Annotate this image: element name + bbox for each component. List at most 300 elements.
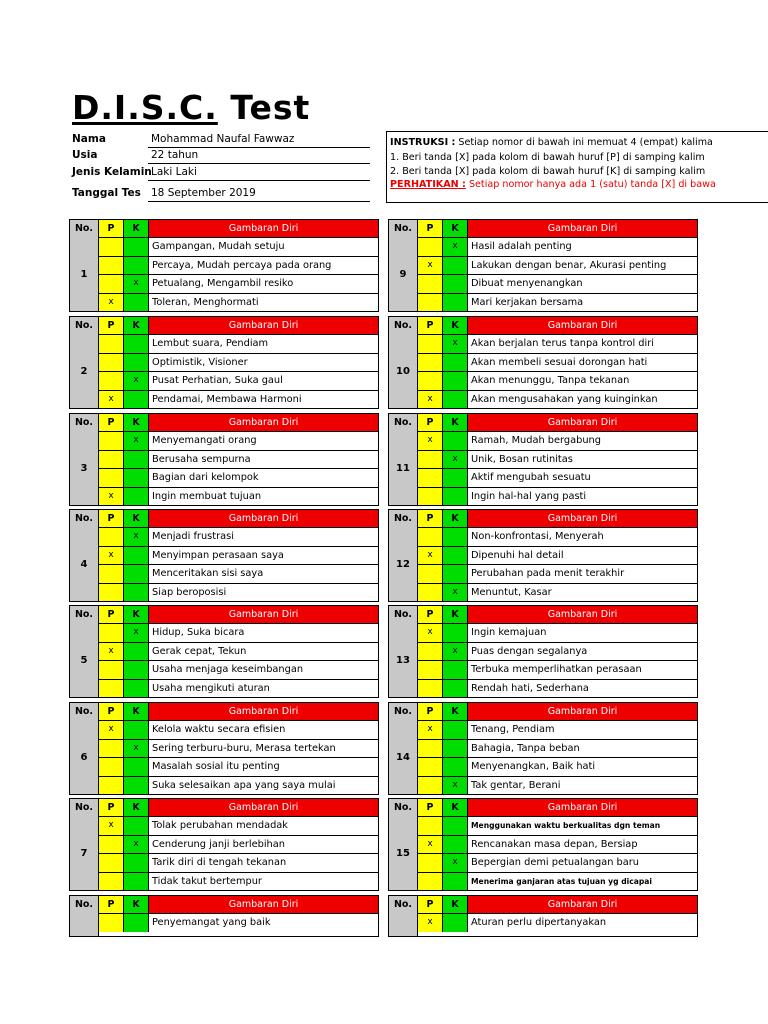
k-checkbox-cell[interactable] (124, 335, 149, 353)
statement-text: Menyenangkan, Baik hati (471, 761, 596, 772)
p-checkbox-cell[interactable] (418, 817, 443, 835)
header-gambaran-diri: Gambaran Diri (149, 896, 378, 913)
question-number: 6 (70, 720, 99, 794)
header-no: No. (70, 896, 99, 913)
k-checkbox-cell[interactable] (124, 643, 149, 661)
statement-text: Unik, Bosan rutinitas (471, 453, 573, 465)
k-checkbox-cell[interactable] (443, 740, 468, 758)
header-no: No. (389, 799, 418, 816)
k-checkbox-cell[interactable] (443, 817, 468, 835)
question-number: 3 (70, 431, 99, 505)
table-header (70, 896, 378, 913)
p-checkbox-cell[interactable]: x (99, 547, 124, 565)
k-checkbox-cell[interactable] (443, 758, 468, 776)
statement-text: Sering terburu-buru, Merasa tertekan (152, 742, 336, 754)
k-checkbox-cell[interactable] (124, 777, 149, 795)
p-checkbox-cell[interactable]: x (418, 624, 443, 642)
question-number: 10 (389, 334, 418, 408)
k-checkbox-cell[interactable] (443, 488, 468, 506)
statement-text: Rendah hati, Sederhana (471, 682, 589, 694)
statement-text: Menyemangati orang (152, 435, 257, 446)
statement-row (418, 353, 697, 372)
p-checkbox-cell[interactable] (418, 740, 443, 758)
k-checkbox-cell[interactable]: x (443, 584, 468, 602)
header-gambaran-diri: Gambaran Diri (149, 220, 378, 237)
k-checkbox-cell[interactable] (443, 873, 468, 891)
header-p: P (99, 220, 124, 237)
header-k: K (443, 606, 468, 623)
p-checkbox-cell[interactable] (99, 584, 124, 602)
statement-text: Ingin hal-hal yang pasti (471, 490, 587, 502)
header-gambaran-diri: Gambaran Diri (149, 799, 378, 816)
statement-row (418, 274, 697, 293)
p-checkbox-cell[interactable] (99, 624, 124, 642)
statement-row (99, 660, 378, 679)
question-number: 2 (70, 334, 99, 408)
statement-text: Tidak takut bertempur (152, 875, 262, 887)
statement-text: Gampangan, Mudah setuju (152, 241, 285, 252)
instructions-line-1: 1. Beri tanda [X] pada kolom di bawah huruf [P] di samping kalim (390, 152, 705, 163)
question-group (69, 219, 379, 312)
header-gambaran-diri: Gambaran Diri (149, 703, 378, 720)
statement-text: Aktif mengubah sesuatu (471, 472, 591, 483)
k-checkbox-cell[interactable] (443, 836, 468, 854)
table-header (389, 703, 697, 720)
header-gambaran-diri: Gambaran Diri (149, 606, 378, 623)
p-checkbox-cell[interactable] (418, 469, 443, 487)
table-header (70, 510, 378, 527)
k-checkbox-cell[interactable] (443, 661, 468, 679)
header-k: K (124, 606, 149, 623)
title-disc: D.I.S.C. (72, 88, 218, 127)
k-checkbox-cell[interactable] (443, 528, 468, 546)
statement-row (418, 835, 697, 854)
k-checkbox-cell[interactable] (443, 391, 468, 409)
statement-row (99, 274, 378, 293)
warning-label: PERHATIKAN : (390, 179, 466, 190)
statement-row (418, 237, 697, 256)
k-checkbox-cell[interactable] (443, 372, 468, 390)
p-checkbox-cell[interactable] (99, 275, 124, 293)
header-p: P (418, 799, 443, 816)
p-checkbox-cell[interactable] (99, 469, 124, 487)
header-k: K (124, 414, 149, 431)
p-checkbox-cell[interactable]: x (418, 391, 443, 409)
statement-text: Perubahan pada menit terakhir (471, 568, 625, 579)
info-label-tanggal-tes: Tanggal Tes (72, 187, 141, 199)
statement-text: Menerima ganjaran atas tujuan yg dicapai (471, 876, 653, 886)
header-p: P (418, 220, 443, 237)
k-checkbox-cell[interactable] (124, 391, 149, 409)
p-checkbox-cell[interactable] (99, 354, 124, 372)
statement-text: Menceritakan sisi saya (152, 568, 264, 579)
statement-text: Siap beroposisi (152, 586, 227, 598)
p-checkbox-cell[interactable] (99, 740, 124, 758)
k-checkbox-cell[interactable]: x (124, 624, 149, 642)
statement-text: Rencanakan masa depan, Bersiap (471, 838, 638, 850)
statement-row (99, 623, 378, 642)
header-p: P (99, 896, 124, 913)
header-p: P (99, 317, 124, 334)
k-checkbox-cell[interactable]: x (443, 777, 468, 795)
statement-row (99, 872, 378, 891)
header-no: No. (70, 703, 99, 720)
p-checkbox-cell[interactable]: x (99, 817, 124, 835)
k-checkbox-cell[interactable] (124, 817, 149, 835)
statement-text: Akan berjalan terus tanpa kontrol diri (471, 338, 654, 349)
k-checkbox-cell[interactable] (443, 354, 468, 372)
info-row-tanggal-tes (72, 184, 370, 202)
statement-text: Bagian dari kelompok (152, 472, 259, 483)
question-group (388, 316, 698, 409)
header-k: K (124, 317, 149, 334)
p-checkbox-cell[interactable] (99, 238, 124, 256)
statement-text: Akan mengusahakan yang kuinginkan (471, 393, 658, 405)
k-checkbox-cell[interactable] (124, 584, 149, 602)
k-checkbox-cell[interactable] (124, 758, 149, 776)
info-row-usia (72, 146, 370, 164)
statement-row (418, 468, 697, 487)
k-checkbox-cell[interactable] (124, 721, 149, 739)
statement-row (99, 564, 378, 583)
header-gambaran-diri: Gambaran Diri (468, 896, 697, 913)
statement-text: Pusat Perhatian, Suka gaul (152, 375, 283, 386)
statement-row (418, 913, 697, 932)
k-checkbox-cell[interactable] (124, 914, 149, 932)
statement-text: Mari kerjakan bersama (471, 296, 584, 308)
info-value-nama: Mohammad Naufal Fawwaz (148, 133, 370, 148)
question-number: 9 (389, 237, 418, 311)
question-group (388, 702, 698, 795)
question-number: 15 (389, 816, 418, 890)
statement-text: Puas dengan segalanya (471, 645, 588, 657)
statement-text: Masalah sosial itu penting (152, 761, 280, 772)
p-checkbox-cell[interactable] (418, 584, 443, 602)
statement-row (418, 583, 697, 602)
header-p: P (418, 606, 443, 623)
statement-text: Penyemangat yang baik (152, 917, 271, 928)
p-checkbox-cell[interactable]: x (418, 547, 443, 565)
k-checkbox-cell[interactable]: x (124, 836, 149, 854)
p-checkbox-cell[interactable]: x (99, 643, 124, 661)
k-checkbox-cell[interactable] (443, 294, 468, 312)
p-checkbox-cell[interactable] (99, 528, 124, 546)
question-number: 11 (389, 431, 418, 505)
question-number: 14 (389, 720, 418, 794)
p-checkbox-cell[interactable] (99, 661, 124, 679)
p-checkbox-cell[interactable] (418, 335, 443, 353)
question-number: 13 (389, 623, 418, 697)
header-k: K (124, 220, 149, 237)
header-gambaran-diri: Gambaran Diri (468, 606, 697, 623)
statement-text: Percaya, Mudah percaya pada orang (152, 259, 332, 271)
p-checkbox-cell[interactable]: x (99, 721, 124, 739)
statement-row (418, 546, 697, 565)
k-checkbox-cell[interactable] (443, 721, 468, 739)
table-header (389, 606, 697, 623)
k-checkbox-cell[interactable] (124, 488, 149, 506)
k-checkbox-cell[interactable]: x (443, 238, 468, 256)
statement-row (418, 390, 697, 409)
statement-text: Ramah, Mudah bergabung (471, 435, 601, 446)
header-no: No. (389, 220, 418, 237)
statement-text: Menuntut, Kasar (471, 586, 552, 598)
statement-row (99, 450, 378, 469)
statement-text: Non-konfrontasi, Menyerah (471, 531, 604, 542)
k-checkbox-cell[interactable] (443, 469, 468, 487)
table-header (389, 220, 697, 237)
header-no: No. (70, 220, 99, 237)
p-checkbox-cell[interactable]: x (418, 432, 443, 450)
k-checkbox-cell[interactable]: x (124, 432, 149, 450)
p-checkbox-cell[interactable] (418, 451, 443, 469)
statement-row (99, 853, 378, 872)
header-gambaran-diri: Gambaran Diri (149, 510, 378, 527)
p-checkbox-cell[interactable]: x (99, 294, 124, 312)
k-checkbox-cell[interactable] (124, 661, 149, 679)
header-k: K (124, 510, 149, 527)
p-checkbox-cell[interactable] (418, 238, 443, 256)
statement-row (99, 679, 378, 698)
statement-text: Ingin membuat tujuan (152, 490, 262, 502)
p-checkbox-cell[interactable] (418, 758, 443, 776)
header-gambaran-diri: Gambaran Diri (149, 317, 378, 334)
k-checkbox-cell[interactable] (443, 680, 468, 698)
p-checkbox-cell[interactable] (418, 854, 443, 872)
header-no: No. (389, 317, 418, 334)
p-checkbox-cell[interactable] (418, 873, 443, 891)
p-checkbox-cell[interactable] (418, 275, 443, 293)
statement-row (418, 431, 697, 450)
p-checkbox-cell[interactable] (418, 528, 443, 546)
statement-row (99, 527, 378, 546)
p-checkbox-cell[interactable] (99, 257, 124, 275)
k-checkbox-cell[interactable] (124, 565, 149, 583)
p-checkbox-cell[interactable] (418, 777, 443, 795)
statement-row (418, 487, 697, 506)
info-label-usia: Usia (72, 149, 98, 161)
k-checkbox-cell[interactable] (124, 451, 149, 469)
k-checkbox-cell[interactable] (443, 432, 468, 450)
statement-row (99, 642, 378, 661)
k-checkbox-cell[interactable] (443, 624, 468, 642)
statement-row (418, 720, 697, 739)
statement-text: Tolak perubahan mendadak (152, 820, 288, 831)
k-checkbox-cell[interactable] (443, 257, 468, 275)
k-checkbox-cell[interactable] (124, 354, 149, 372)
statement-row (99, 913, 378, 932)
info-value-jenis-kelamin: Laki Laki (148, 166, 370, 181)
statement-text: Suka selesaikan apa yang saya mulai (152, 779, 336, 791)
statement-text: Berusaha sempurna (152, 453, 251, 465)
k-checkbox-cell[interactable]: x (124, 275, 149, 293)
statement-row (99, 293, 378, 312)
instructions-text: Setiap nomor di bawah ini memuat 4 (empat) kalima (458, 137, 713, 148)
header-p: P (99, 799, 124, 816)
k-checkbox-cell[interactable] (124, 680, 149, 698)
k-checkbox-cell[interactable] (124, 469, 149, 487)
p-checkbox-cell[interactable] (99, 854, 124, 872)
table-header (70, 414, 378, 431)
statement-row (99, 371, 378, 390)
header-no: No. (70, 606, 99, 623)
question-number (389, 913, 418, 936)
statement-row (418, 623, 697, 642)
title-test: Test (230, 88, 311, 127)
k-checkbox-cell[interactable]: x (443, 451, 468, 469)
header-gambaran-diri: Gambaran Diri (149, 414, 378, 431)
header-gambaran-diri: Gambaran Diri (468, 799, 697, 816)
statement-row (99, 835, 378, 854)
statement-row (99, 546, 378, 565)
header-k: K (443, 317, 468, 334)
statement-row (99, 431, 378, 450)
p-checkbox-cell[interactable] (418, 354, 443, 372)
p-checkbox-cell[interactable] (99, 680, 124, 698)
question-group (388, 509, 698, 602)
instructions-warning (390, 179, 716, 190)
statement-text: Gerak cepat, Tekun (152, 645, 247, 657)
k-checkbox-cell[interactable] (443, 565, 468, 583)
k-checkbox-cell[interactable] (443, 547, 468, 565)
statement-text: Kelola waktu secara efisien (152, 724, 286, 735)
statement-text: Menggunakan waktu berkualitas dgn teman (471, 821, 661, 830)
header-gambaran-diri: Gambaran Diri (468, 703, 697, 720)
k-checkbox-cell[interactable]: x (443, 335, 468, 353)
header-p: P (99, 414, 124, 431)
statement-row (99, 776, 378, 795)
statement-row (99, 816, 378, 835)
statement-row (418, 371, 697, 390)
table-header (389, 510, 697, 527)
statement-row (99, 757, 378, 776)
k-checkbox-cell[interactable]: x (124, 372, 149, 390)
statement-text: Akan menunggu, Tanpa tekanan (471, 375, 630, 386)
header-no: No. (389, 414, 418, 431)
p-checkbox-cell[interactable] (418, 488, 443, 506)
p-checkbox-cell[interactable]: x (418, 257, 443, 275)
statement-row (418, 564, 697, 583)
p-checkbox-cell[interactable] (418, 372, 443, 390)
k-checkbox-cell[interactable]: x (124, 528, 149, 546)
p-checkbox-cell[interactable]: x (99, 391, 124, 409)
statement-text: Tak gentar, Berani (471, 779, 561, 791)
table-header (389, 896, 697, 913)
k-checkbox-cell[interactable] (443, 914, 468, 932)
header-k: K (124, 703, 149, 720)
k-checkbox-cell[interactable] (124, 257, 149, 275)
question-group (388, 798, 698, 891)
k-checkbox-cell[interactable]: x (443, 854, 468, 872)
header-k: K (443, 799, 468, 816)
p-checkbox-cell[interactable] (99, 758, 124, 776)
header-k: K (443, 414, 468, 431)
p-checkbox-cell[interactable]: x (418, 836, 443, 854)
statement-row (418, 816, 697, 835)
p-checkbox-cell[interactable] (99, 432, 124, 450)
statement-text: Bahagia, Tanpa beban (471, 742, 580, 754)
question-group (388, 413, 698, 506)
statement-text: Aturan perlu dipertanyakan (471, 917, 607, 928)
table-header (389, 799, 697, 816)
statement-row (99, 583, 378, 602)
table-header (70, 703, 378, 720)
statement-row (99, 353, 378, 372)
p-checkbox-cell[interactable] (418, 680, 443, 698)
info-label-jenis-kelamin: Jenis Kelamin (72, 166, 152, 178)
header-p: P (99, 510, 124, 527)
p-checkbox-cell[interactable] (418, 565, 443, 583)
statement-row (99, 720, 378, 739)
k-checkbox-cell[interactable] (124, 873, 149, 891)
header-no: No. (389, 606, 418, 623)
p-checkbox-cell[interactable]: x (418, 721, 443, 739)
p-checkbox-cell[interactable]: x (418, 914, 443, 932)
p-checkbox-cell[interactable] (99, 873, 124, 891)
k-checkbox-cell[interactable] (124, 294, 149, 312)
header-gambaran-diri: Gambaran Diri (468, 317, 697, 334)
p-checkbox-cell[interactable] (99, 836, 124, 854)
p-checkbox-cell[interactable] (99, 451, 124, 469)
header-p: P (99, 606, 124, 623)
p-checkbox-cell[interactable] (418, 294, 443, 312)
k-checkbox-cell[interactable] (124, 238, 149, 256)
p-checkbox-cell[interactable] (99, 565, 124, 583)
p-checkbox-cell[interactable] (418, 661, 443, 679)
instructions-intro (390, 137, 713, 148)
header-p: P (418, 510, 443, 527)
statement-text: Ingin kemajuan (471, 627, 547, 638)
statement-text: Bepergian demi petualangan baru (471, 857, 639, 868)
statement-row (99, 256, 378, 275)
k-checkbox-cell[interactable]: x (443, 643, 468, 661)
header-no: No. (70, 317, 99, 334)
header-k: K (443, 510, 468, 527)
k-checkbox-cell[interactable] (124, 547, 149, 565)
k-checkbox-cell[interactable] (124, 854, 149, 872)
header-no: No. (70, 414, 99, 431)
statement-text: Cenderung janji berlebihan (152, 838, 285, 850)
table-header (70, 799, 378, 816)
statement-text: Menjadi frustrasi (152, 531, 234, 542)
p-checkbox-cell[interactable] (99, 372, 124, 390)
k-checkbox-cell[interactable]: x (124, 740, 149, 758)
k-checkbox-cell[interactable] (443, 275, 468, 293)
statement-row (99, 334, 378, 353)
p-checkbox-cell[interactable] (99, 777, 124, 795)
statement-text: Akan membeli sesuai dorongan hati (471, 356, 648, 368)
p-checkbox-cell[interactable] (418, 643, 443, 661)
header-k: K (124, 896, 149, 913)
question-group (69, 509, 379, 602)
statement-row (418, 679, 697, 698)
statement-row (418, 334, 697, 353)
p-checkbox-cell[interactable] (99, 335, 124, 353)
question-group (69, 316, 379, 409)
statement-row (99, 487, 378, 506)
header-gambaran-diri: Gambaran Diri (468, 414, 697, 431)
question-group (69, 895, 379, 937)
p-checkbox-cell[interactable] (99, 914, 124, 932)
question-number: 4 (70, 527, 99, 601)
p-checkbox-cell[interactable]: x (99, 488, 124, 506)
statement-row (418, 642, 697, 661)
instructions-box (386, 131, 768, 203)
table-header (70, 220, 378, 237)
question-group (388, 605, 698, 698)
header-no: No. (389, 510, 418, 527)
header-k: K (443, 896, 468, 913)
